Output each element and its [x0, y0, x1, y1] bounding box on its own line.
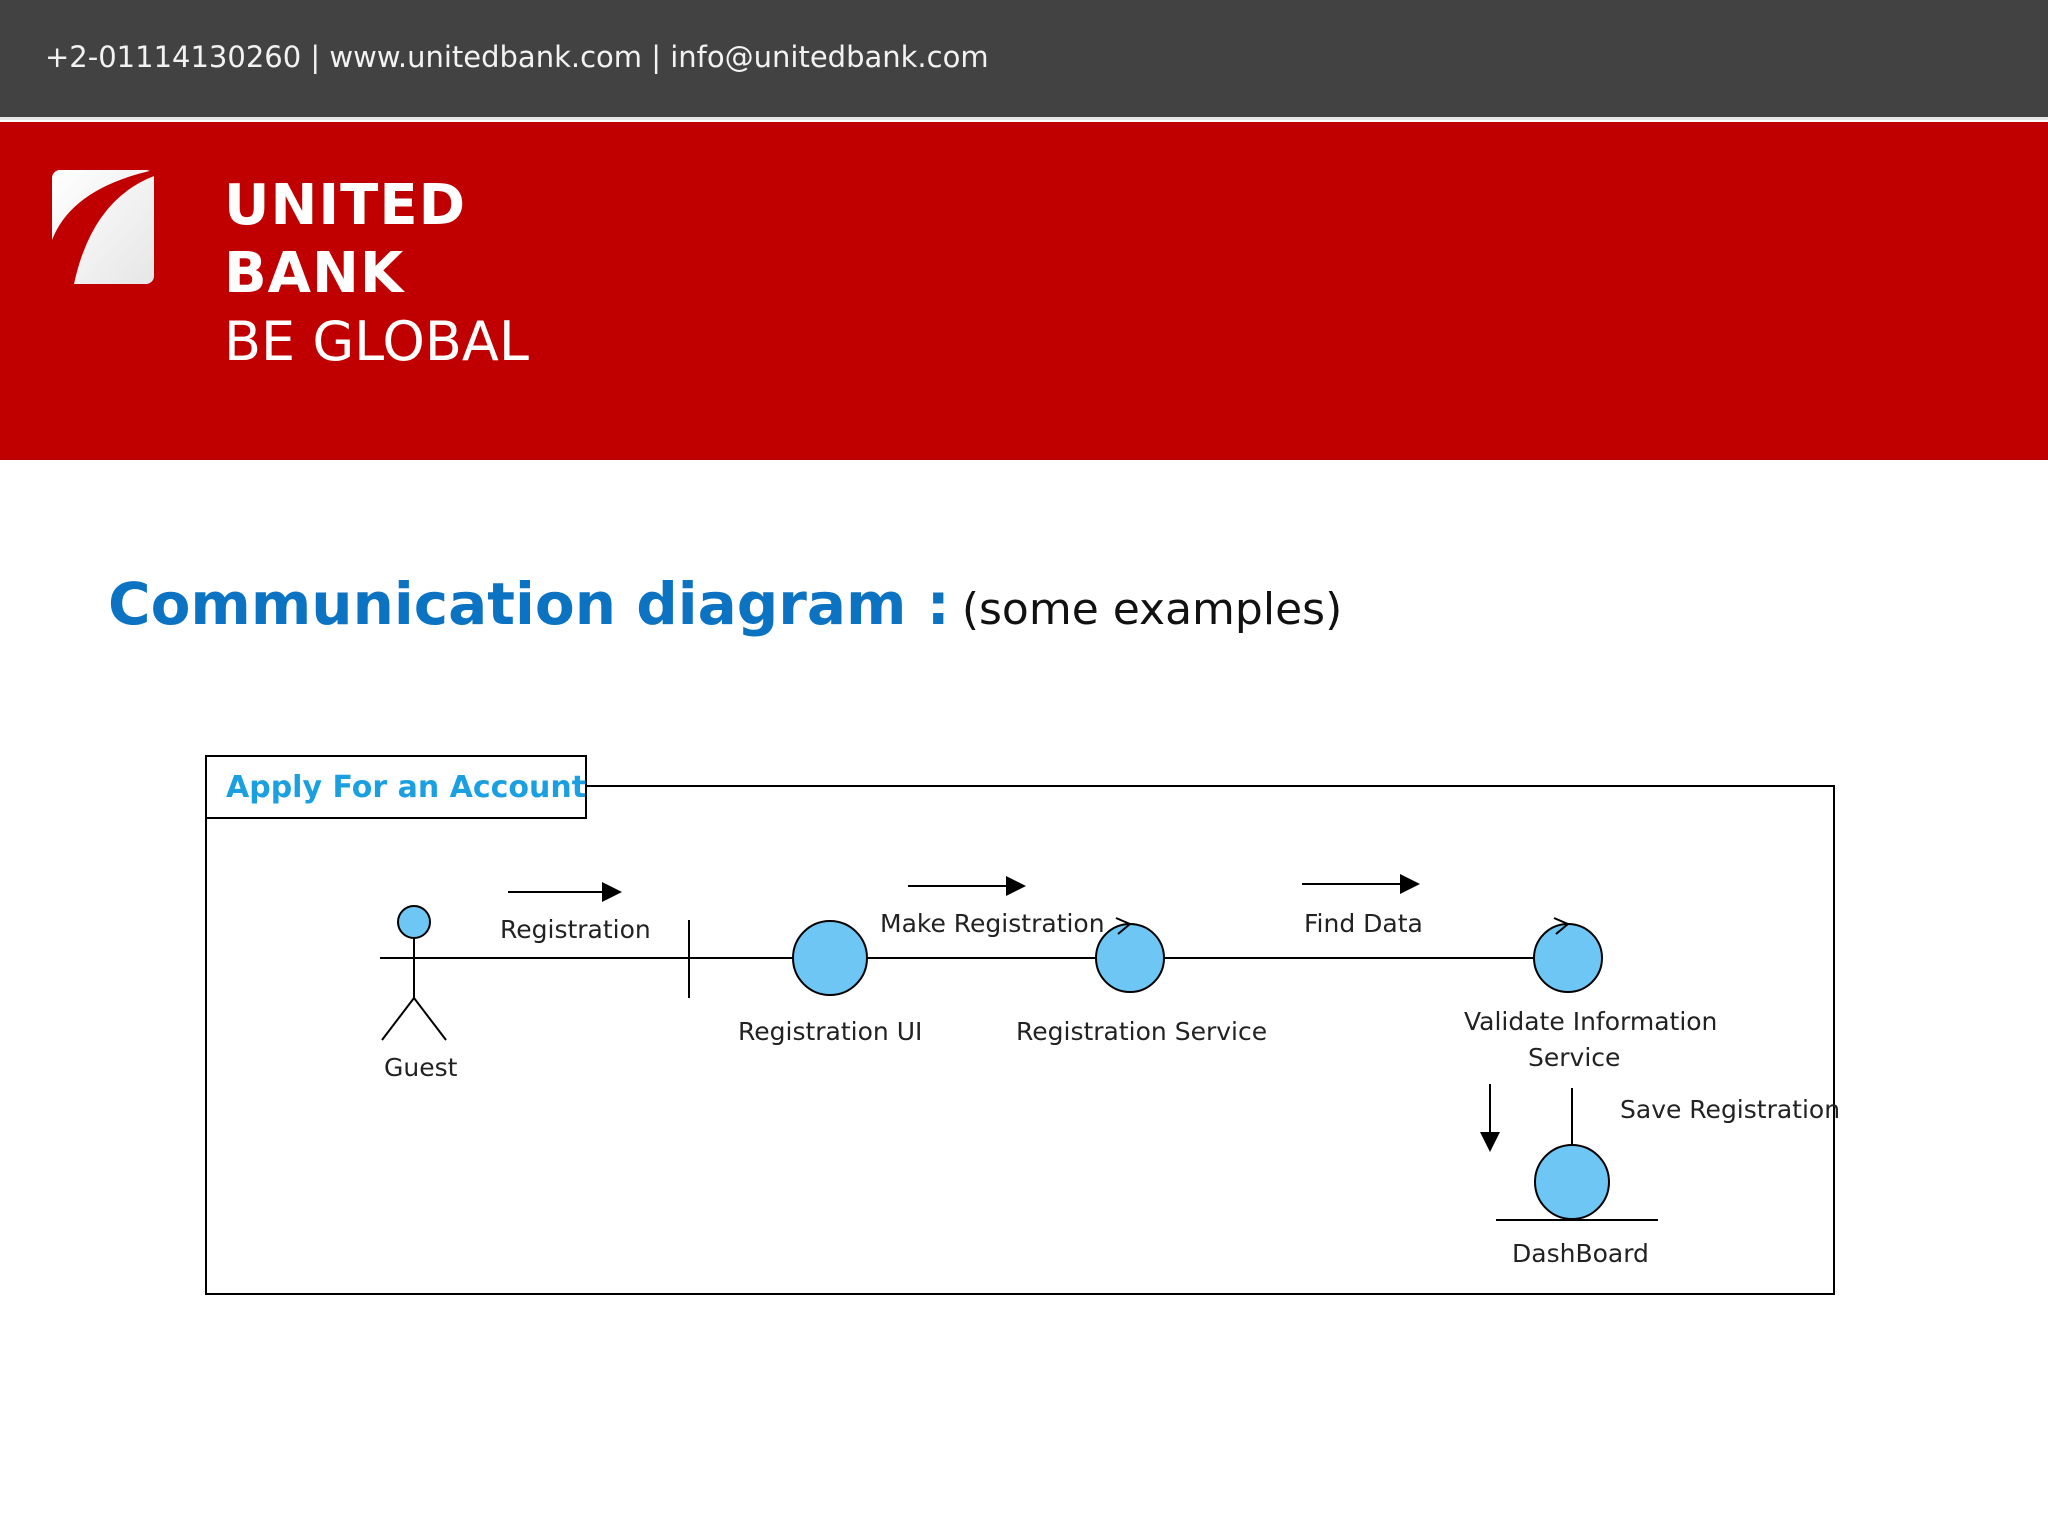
brand-line-united: UNITED	[224, 173, 467, 238]
message-find-data: Find Data	[1304, 909, 1423, 938]
communication-diagram	[204, 754, 1844, 1298]
object-label-registration-ui: Registration UI	[738, 1017, 923, 1046]
object-label-validate-line2: Service	[1528, 1043, 1621, 1072]
registration-service-control-icon	[1096, 918, 1164, 992]
object-label-validate-line1: Validate Information	[1464, 1007, 1718, 1036]
brand-tagline: BE GLOBAL	[224, 310, 529, 373]
brand-banner	[0, 122, 2048, 460]
message-make-registration: Make Registration	[880, 909, 1105, 938]
message-save-registration: Save Registration	[1620, 1095, 1841, 1124]
validate-service-control-icon	[1534, 918, 1602, 992]
message-registration: Registration	[500, 915, 651, 944]
brand-line-bank: BANK	[224, 241, 405, 306]
object-label-dashboard: DashBoard	[1512, 1239, 1649, 1268]
brand-text	[224, 172, 529, 376]
slide-subtitle: (some examples)	[961, 584, 1343, 635]
guest-actor-icon	[380, 906, 448, 1040]
registration-ui-boundary-icon	[689, 920, 867, 998]
dashboard-entity-icon	[1496, 1145, 1658, 1220]
slide-title-main: Communication diagram :	[108, 570, 950, 638]
slide-title	[108, 570, 1342, 638]
frame-label: Apply For an Account	[226, 770, 587, 805]
object-label-registration-service: Registration Service	[1016, 1017, 1268, 1046]
contact-info: +2-01114130260 | www.unitedbank.com | info@unitedbank.com	[45, 40, 989, 74]
bank-logo-icon	[52, 170, 154, 284]
actor-label-guest: Guest	[384, 1053, 458, 1082]
contact-bar	[0, 0, 2048, 120]
